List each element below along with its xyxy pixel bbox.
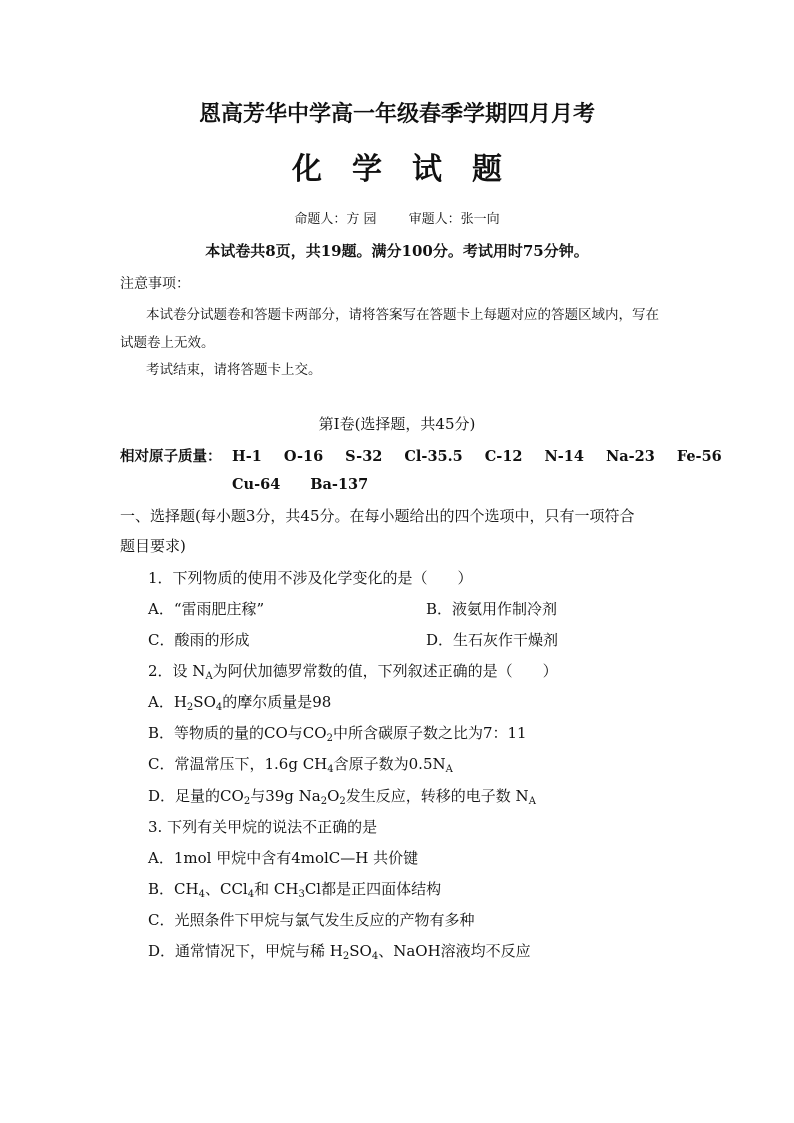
- atomic-mass: O-16: [283, 448, 324, 465]
- notes-heading: 注意事项：: [120, 276, 190, 292]
- atomic-masses: [120, 445, 744, 466]
- author-line: [0, 208, 794, 227]
- question-1-option-b: B．液氨用作制冷剂: [426, 600, 558, 618]
- note-line: 考试结束，请将答题卡上交。: [146, 362, 322, 378]
- subject-title: 化学试题: [292, 152, 532, 187]
- atomic-mass: Fe-56: [676, 448, 722, 465]
- question-3-option-a: A．1mol 甲烷中含有4molC—H 共价键: [148, 849, 419, 867]
- question-3-option-d: D．通常情况下，甲烷与稀 $H_2SO_4$、NaOH溶液均不反应: [148, 942, 531, 962]
- question-2-option-b: B．等物质的量的CO与$CO_2$中所含碳原子数之比为7：11: [148, 724, 527, 744]
- school-exam-title: 恩高芳华中学高一年级春季学期四月月考: [198, 101, 595, 127]
- setter-label: 命题人：方 园: [294, 212, 377, 227]
- question-1-option-d: D．生石灰作干燥剂: [426, 631, 559, 649]
- atomic-masses-2: [232, 476, 398, 493]
- atomic-mass: Cl-35.5: [404, 448, 463, 465]
- question-2-option-d: D．足量的$CO_2$与39g $Na_2O_2$发生反应，转移的电子数 $N_A$: [148, 787, 536, 807]
- question-2-option-a: A．$H_2SO_4$的摩尔质量是98: [148, 693, 332, 713]
- reviewer-label: 审题人：张一向: [408, 212, 500, 227]
- part-heading: 一、选择题(每小题3分，共45分。在每小题给出的四个选项中，只有一项符合: [120, 507, 635, 525]
- question-3-stem: 3. 下列有关甲烷的说法不正确的是: [148, 818, 378, 836]
- exam-summary: 本试卷共8页，共19题。满分100分。考试用时75分钟。: [205, 242, 589, 260]
- question-3-option-b: B．$CH_4$、CCl$_4$和 $CH_3Cl$都是正四面体结构: [148, 880, 442, 900]
- atomic-mass: Na-23: [605, 448, 655, 465]
- atomic-mass: H-1: [232, 448, 262, 465]
- question-2-option-c: C．常温常压下，1.6g $CH_4$含原子数为$0.5N_A$: [148, 755, 453, 775]
- atomic-mass: S-32: [345, 448, 383, 465]
- part-heading-cont: 题目要求): [120, 537, 186, 555]
- question-1-option-c: C．酸雨的形成: [148, 631, 250, 649]
- atomic-mass: C-12: [484, 448, 523, 465]
- section-title: 第Ⅰ卷(选择题，共45分): [318, 415, 476, 433]
- atomic-mass: N-14: [544, 448, 584, 465]
- atomic-masses-label: 相对原子质量：: [120, 448, 222, 465]
- atomic-mass: Ba-137: [310, 476, 369, 493]
- note-line: 试题卷上无效。: [120, 335, 215, 351]
- question-2-stem: 2．设 $N_A$为阿伏加德罗常数的值，下列叙述正确的是（ ）: [148, 662, 558, 682]
- question-1-option-a: A．“雷雨肥庄稼”: [148, 600, 265, 618]
- note-line: 本试卷分试题卷和答题卡两部分，请将答案写在答题卡上每题对应的答题区域内，写在: [146, 307, 659, 323]
- question-3-option-c: C．光照条件下甲烷与氯气发生反应的产物有多种: [148, 911, 475, 929]
- atomic-mass: Cu-64: [232, 476, 281, 493]
- question-1-stem: 1．下列物质的使用不涉及化学变化的是（ ）: [148, 569, 473, 587]
